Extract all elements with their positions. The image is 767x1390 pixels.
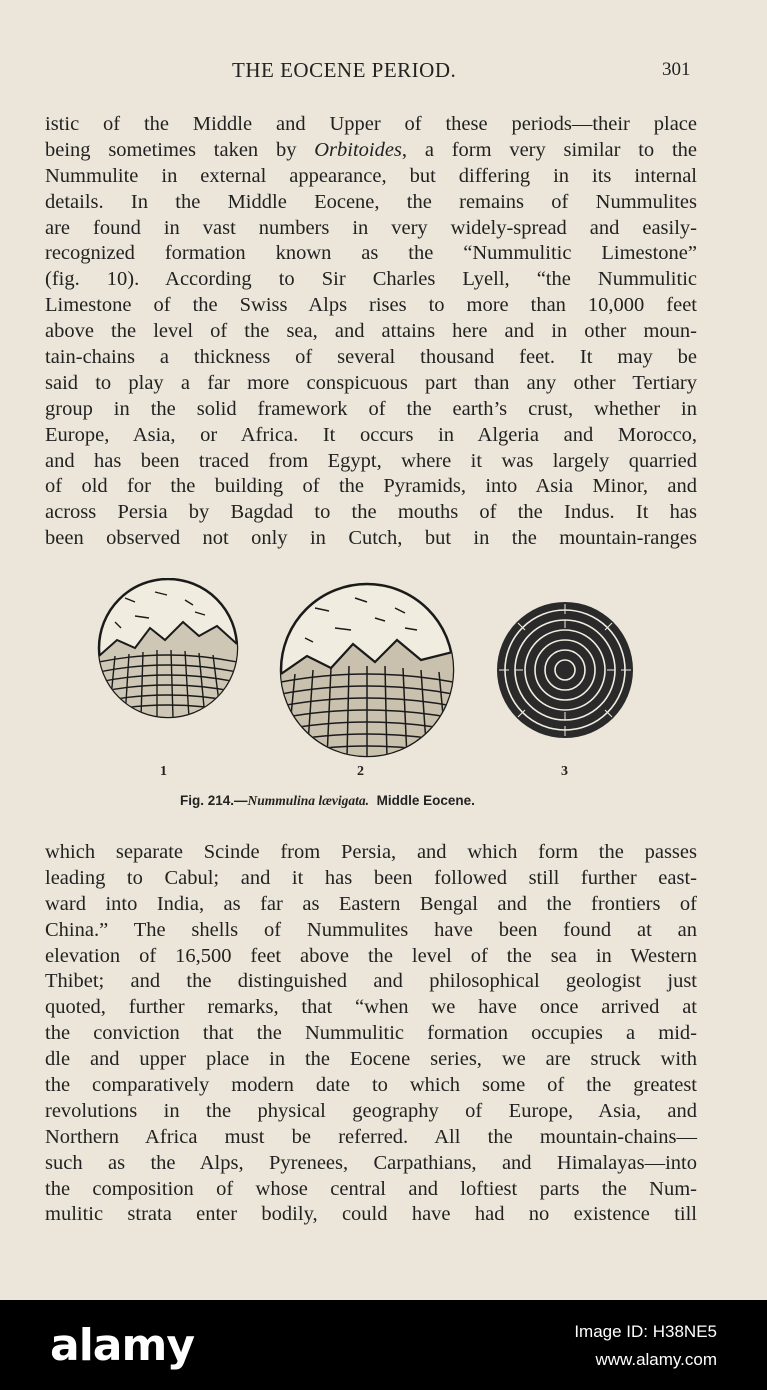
text-line: (fig. 10). According to Sir Charles Lyell, “the Nummulitic xyxy=(45,268,697,291)
text-line: which separate Scinde from Persia, and which form the passes xyxy=(45,841,697,863)
caption-species: Nummulina lævigata. xyxy=(247,793,370,808)
text-line: above the level of the sea, and attains here and in other moun- xyxy=(45,320,697,343)
text-line: Europe, Asia, or Africa. It occurs in Algeria and Morocco, xyxy=(45,423,697,446)
text-line: the comparatively modern date to which some of the greatest xyxy=(45,1074,697,1097)
text-line: recognized formation known as the “Nummulitic Limestone” xyxy=(45,242,697,265)
text-line: the conviction that the Nummulitic formation occupies a mid- xyxy=(45,1022,697,1045)
text-line: Limestone of the Swiss Alps rises to more than 10,000 feet xyxy=(45,294,697,317)
text-line: China.” The shells of Nummulites have been found at an xyxy=(45,918,697,941)
text-line: istic of the Middle and Upper of these periods—their place xyxy=(45,113,697,135)
text-line: revolutions in the physical geography of Europe, Asia, and xyxy=(45,1099,697,1122)
page-number: 301 xyxy=(662,59,691,80)
figure-label-3: 3 xyxy=(561,764,568,779)
text-line: been observed not only in Cutch, but in the mountain-ranges xyxy=(45,527,697,550)
image-id: Image ID: H38NE5 xyxy=(574,1322,717,1341)
running-title: THE EOCENE PERIOD. xyxy=(232,58,457,82)
text-line-with-italic: being sometimes taken by Orbitoides, a form very similar to the xyxy=(45,138,697,161)
text-line: of old for the building of the Pyramids, into Asia Minor, and xyxy=(45,475,697,498)
caption-prefix: Fig. 214.— xyxy=(180,793,248,808)
caption-suffix: Middle Eocene. xyxy=(376,793,475,808)
text-line: Thibet; and the distinguished and philosophical geologist just xyxy=(45,970,697,993)
site-url[interactable]: www.alamy.com xyxy=(595,1350,717,1369)
text-line: said to play a far more conspicuous part than any other Tertiary xyxy=(45,371,697,394)
paragraph-top xyxy=(45,112,697,552)
specimen-3-drawing xyxy=(497,602,633,738)
text-line: dle and upper place in the Eocene series, we are struck with xyxy=(45,1048,697,1071)
text-line: Nummulite in external appearance, but differing in its internal xyxy=(45,164,697,187)
text-line: such as the Alps, Pyrenees, Carpathians, and Himalayas—into xyxy=(45,1151,697,1174)
text-line: the composition of whose central and loftiest parts the Num- xyxy=(45,1177,697,1200)
figure-caption xyxy=(180,793,600,809)
specimen-2-drawing xyxy=(281,584,453,758)
text-line: mulitic strata enter bodily, could have had no existence till xyxy=(45,1203,697,1226)
text-line: details. In the Middle Eocene, the remains of Nummulites xyxy=(45,190,697,213)
text-line: elevation of 16,500 feet above the level of the sea in Western xyxy=(45,944,697,967)
text-line: leading to Cabul; and it has been followed still further east- xyxy=(45,866,697,889)
specimen-1-drawing xyxy=(99,579,237,718)
text-line: ward into India, as far as Eastern Bengal and the frontiers of xyxy=(45,892,697,915)
figure-label-2: 2 xyxy=(357,764,364,779)
text-line: across Persia by Bagdad to the mouths of the Indus. It has xyxy=(45,501,697,524)
watermark-footer xyxy=(0,1300,767,1390)
nummulite-figure xyxy=(95,578,655,818)
text-line: quoted, further remarks, that “when we have once arrived at xyxy=(45,996,697,1019)
text-line: tain-chains a thickness of several thousand feet. It may be xyxy=(45,346,697,369)
nummulite-illustration xyxy=(95,578,655,778)
alamy-logo: alamy xyxy=(50,1320,194,1371)
figure-label-1: 1 xyxy=(160,764,167,779)
text-line: group in the solid framework of the earth’s crust, whether in xyxy=(45,397,697,420)
text-line: and has been traced from Egypt, where it was largely quarried xyxy=(45,449,697,472)
paragraph-bottom xyxy=(45,840,697,1228)
text-line: Northern Africa must be referred. All the mountain-chains— xyxy=(45,1125,697,1148)
running-head xyxy=(0,58,767,88)
italic-genus-name: Orbitoides xyxy=(314,138,402,161)
text-line: are found in vast numbers in very widely-spread and easily- xyxy=(45,216,697,239)
